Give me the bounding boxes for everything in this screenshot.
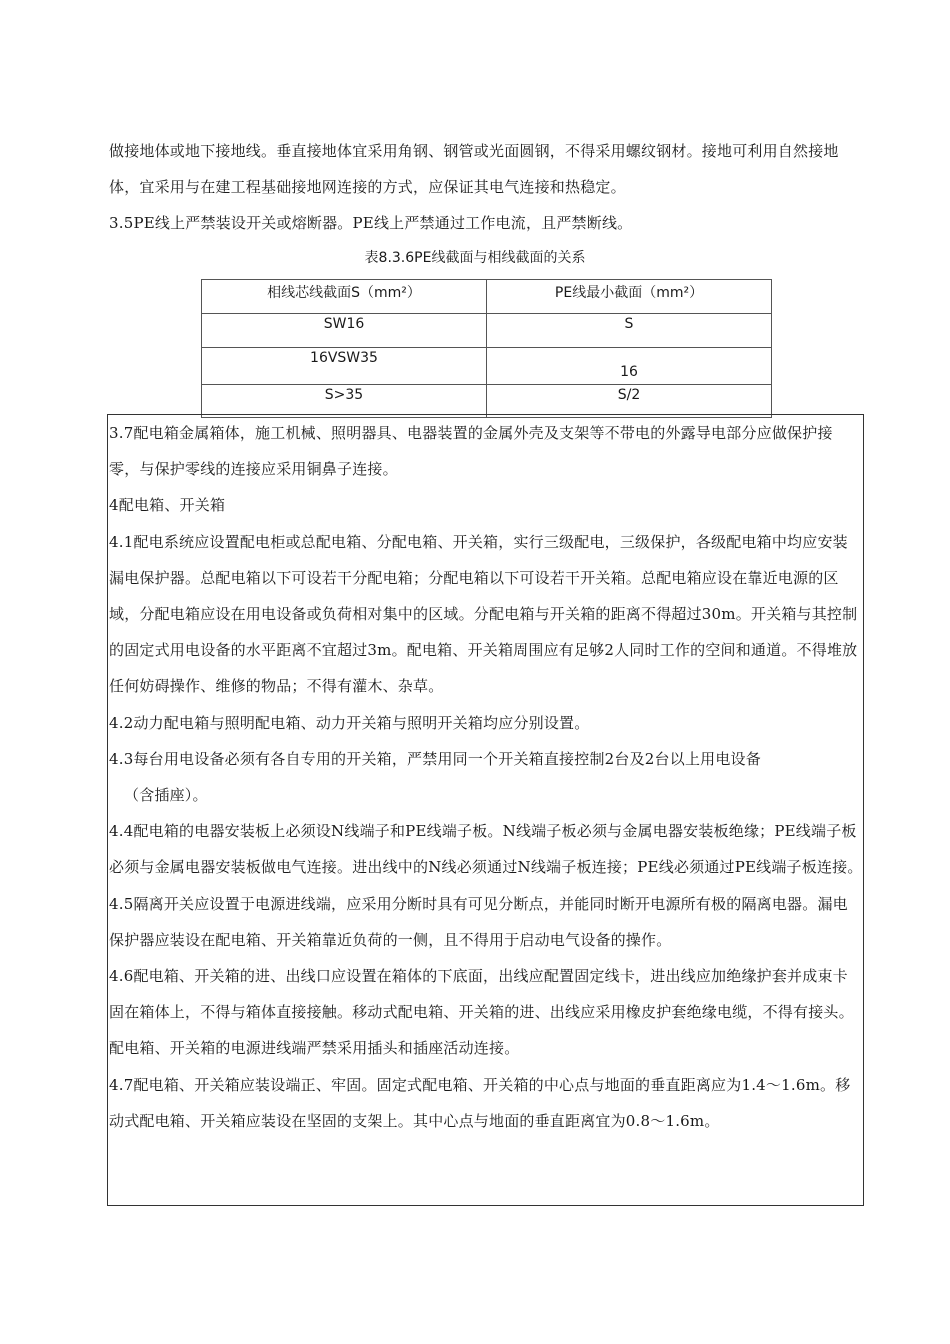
table-cell: S>35 <box>202 385 487 418</box>
table-row <box>202 348 772 385</box>
table-row <box>202 314 772 348</box>
table-cell: S/2 <box>487 385 772 418</box>
header-pe-section: PE线最小截面（mm²） <box>487 280 772 314</box>
section-4-1: 4.1配电系统应设置配电柜或总配电箱、分配电箱、开关箱，实行三级配电，三级保护，各级配电箱中均应安装漏电保护器。总配电箱以下可设若干分配电箱；分配电箱以下可设若干开关箱。总配电箱应设在靠近电源的区域，分配电箱应设在用电设备或负荷相对集中的区域。分配电箱与开关箱的距离不得超过30m。开关箱与其控制的固定式用电设备的水平距离不宜超过3m。配电箱、开关箱周围应有足够2人同时工作的空间和通道。不得堆放任何妨碍操作、维修的物品；不得有灌木、杂草。 <box>109 532 858 696</box>
table-cell: SW16 <box>202 314 487 348</box>
table-cell: 16 <box>487 348 772 385</box>
section-4-6: 4.6配电箱、开关箱的进、出线口应设置在箱体的下底面，出线应配置固定线卡，进出线应加绝缘护套并成束卡固在箱体上，不得与箱体直接接触。移动式配电箱、开关箱的进、出线应采用橡皮护套绝缘电缆，不得有接头。配电箱、开关箱的电源进线端严禁采用插头和插座活动连接。 <box>109 967 854 1058</box>
section-4-3-continued: （含插座）。 <box>124 786 208 805</box>
section-3-7: 3.7配电箱金属箱体，施工机械、照明器具、电器装置的金属外壳及支架等不带电的外露导电部分应做保护接零，与保护零线的连接应采用铜鼻子连接。 <box>109 424 833 479</box>
table-cell: 16VSW35 <box>202 348 487 385</box>
section-3-5: 3.5PE线上严禁装设开关或熔断器。PE线上严禁通过工作电流，且严禁断线。 <box>109 214 633 232</box>
section-4-2: 4.2动力配电箱与照明配电箱、动力开关箱与照明开关箱均应分别设置。 <box>109 713 590 732</box>
intro-paragraph: 做接地体或地下接地线。垂直接地体宜采用角钢、钢管或光面圆钢，不得采用螺纹钢材。接地可利用自然接地体，宜采用与在建工程基础接地网连接的方式，应保证其电气连接和热稳定。 <box>109 142 839 196</box>
table-cell: S <box>487 314 772 348</box>
table-caption: 表8.3.6PE线截面与相线截面的关系 <box>364 250 586 266</box>
pe-section-table <box>201 279 772 418</box>
section-4-4: 4.4配电箱的电器安装板上必须设N线端子和PE线端子板。N线端子板必须与金属电器安装板绝缘；PE线端子板必须与金属电器安装板做电气连接。进出线中的N线必须通过N线端子板连接；PE线必须通过PE线端子板连接。 <box>109 822 863 877</box>
section-4-heading: 4配电箱、开关箱 <box>109 496 226 515</box>
table-header-row <box>202 280 772 314</box>
section-4-7: 4.7配电箱、开关箱应装设端正、牢固。固定式配电箱、开关箱的中心点与地面的垂直距离应为1.4〜1.6m。移动式配电箱、开关箱应装设在坚固的支架上。其中心点与地面的垂直距离宜为0.8〜1.6m。 <box>109 1075 851 1130</box>
header-phase-section: 相线芯线截面S（mm²） <box>202 280 487 314</box>
table-row <box>202 385 772 418</box>
section-4-3: 4.3每台用电设备必须有各自专用的开关箱，严禁用同一个开关箱直接控制2台及2台以上用电设备 <box>109 749 761 768</box>
content-box <box>107 414 864 1206</box>
section-4-5: 4.5隔离开关应设置于电源进线端，应采用分断时具有可见分断点，并能同时断开电源所有极的隔离电器。漏电保护器应装设在配电箱、开关箱靠近负荷的一侧，且不得用于启动电气设备的操作。 <box>109 894 848 949</box>
